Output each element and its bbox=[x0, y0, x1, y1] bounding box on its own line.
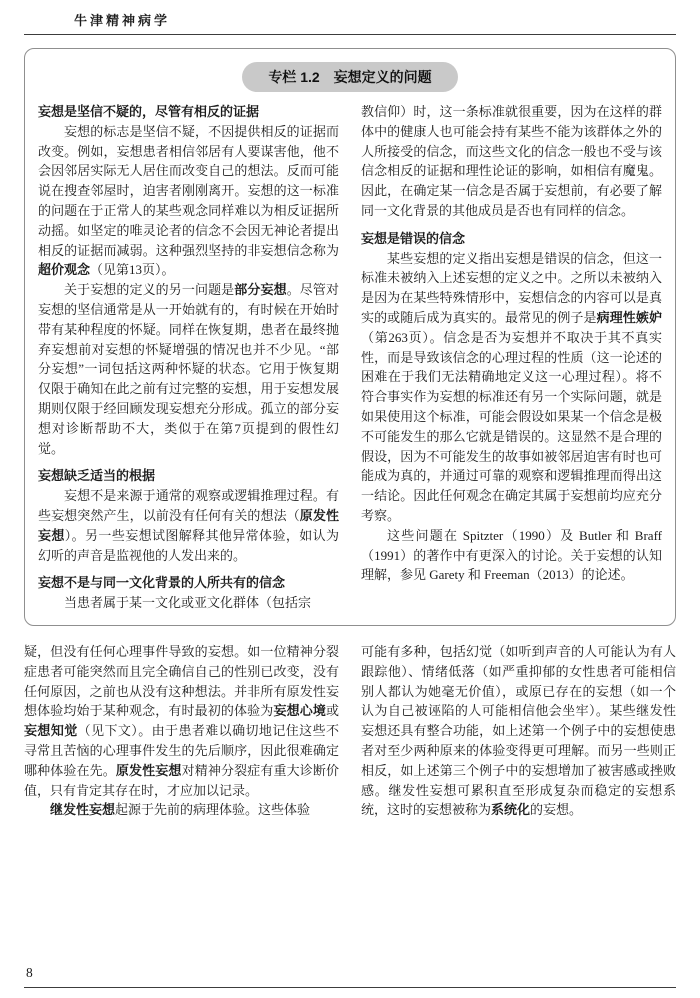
paragraph bbox=[38, 280, 339, 458]
text-run: 或 bbox=[325, 703, 339, 719]
paragraph bbox=[24, 800, 339, 820]
body-left-column bbox=[24, 642, 339, 820]
box-title-wrap bbox=[38, 62, 662, 92]
paragraph bbox=[361, 102, 662, 221]
box-title-text: 妄想定义的问题 bbox=[333, 69, 432, 85]
paragraph bbox=[38, 593, 339, 613]
paragraph bbox=[361, 249, 662, 526]
text-run: 起源于先前的病理体验。这些体验 bbox=[115, 802, 311, 818]
paragraph bbox=[24, 642, 339, 800]
text-run: 对精神分裂症有重大诊断价值，只有肯定其存在时，才应加以记录。 bbox=[24, 762, 339, 798]
bold-term: 妄想心境 bbox=[273, 703, 326, 719]
bold-term: 原发性妄想 bbox=[115, 762, 182, 778]
text-run: 。尽管对妄想的坚信通常是从一开始就有的，有时候在开始时带有某种程度的怀疑。同样在恢复期，患者在最终抛弃妄想前对妄想的怀疑增强的情况也并不少见。“部分妄想”一词包括这两种怀疑的状态。它用于恢复期仅限于确知在此之前有过完整的妄想，用于妄想发展期则仅限于经回顾发现妄想充分形成。孤立的部分妄想对诊断帮助不大，类似于在第7页提到的假性幻觉。 bbox=[38, 282, 339, 456]
text-run: 妄想的标志是坚信不疑，不因提供相反的证据而改变。例如，妄想患者相信邻居有人要谋害他，他不会因邻居实际无人居住而改变自己的想法。反而可能说在搜查邻屋时，迫害者刚刚离开。妄想的这一标准的问题在于正常人的某些观念同样难以为相反证据所动摇。如坚定的唯灵论者的信念不会因无神论者提出相反的证据而减弱。这种强烈坚持的非妄想信念称为 bbox=[38, 123, 339, 258]
body-text-columns bbox=[24, 642, 676, 820]
bold-term: 继发性妄想 bbox=[50, 802, 116, 818]
page-footer bbox=[24, 965, 676, 988]
section-heading bbox=[38, 102, 339, 122]
text-run: （见下文）。由于患者难以确切地记住这些不寻常且苦恼的心理事件发生的先后顺序，因此很难确定哪种体验在先。 bbox=[24, 723, 339, 778]
header-divider bbox=[24, 34, 676, 35]
text-run: 当患者属于某一文化或亚文化群体（包括宗 bbox=[64, 595, 312, 611]
box-delusion-definition bbox=[24, 48, 676, 626]
paragraph bbox=[361, 642, 676, 820]
box-right-column bbox=[361, 102, 662, 613]
text-run: 疑，但没有任何心理事件导致的妄想。如一位精神分裂症患者可能突然而且完全确信自己的性别已改变，没有任何原因，之前也从没有这种想法。并非所有原发性妄想体验均始于某种观念，有时最初的体验为 bbox=[24, 643, 339, 719]
paragraph bbox=[38, 122, 339, 280]
box-columns bbox=[38, 102, 662, 613]
box-left-column bbox=[38, 102, 339, 613]
paragraph bbox=[38, 486, 339, 565]
text-run: 的妄想。 bbox=[530, 802, 583, 818]
body-right-column bbox=[361, 642, 676, 820]
text-run: 教信仰）时，这一条标准就很重要，因为在这样的群体中的健康人也可能会持有某些不能为该群体之外的人所接受的信念，而这些文化的信念一般也不受与该信念相反的证据和理性论证的影响，如相信有魔鬼。因此，在确定某一信念是否属于妄想前，有必要了解同一文化背景的其他成员是否也有同样的信念。 bbox=[361, 104, 662, 218]
text-run: （见第13页）。 bbox=[90, 262, 175, 278]
section-heading bbox=[38, 573, 339, 593]
text-run: 可能有多种，包括幻觉（如听到声音的人可能认为有人跟踪他）、情绪低落（如严重抑郁的女性患者可能相信别人都认为她毫无价值），或原已存在的妄想（如一个认为自己被诬陷的人可能相信他会坐牢）。某些继发性妄想还具有整合功能，如上述第一个例子中的妄想使患者对至少两种原来的体验变得更可理解。而另一些则正相反，如上述第三个例子中的妄想增加了被害感或挫败感。继发性妄想可累积直至形成复杂而稳定的妄想系统，这时的妄想被称为 bbox=[361, 643, 676, 818]
text-run: 妄想是坚信不疑的，尽管有相反的证据 bbox=[38, 104, 260, 119]
text-run: 某些妄想的定义指出妄想是错误的信念，但这一标准未被纳入上述妄想的定义之中。之所以未被纳入是因为在某些特殊情形中，妄想信念的内容可以是真实的或随后成为真实的。最常见的例子是 bbox=[361, 250, 662, 325]
bold-term: 病理性嫉妒 bbox=[596, 309, 662, 325]
section-heading bbox=[361, 229, 662, 249]
bold-term: 超价观念 bbox=[38, 262, 91, 278]
text-run: 这些问题在 Spitzter（1990）及 Butler 和 Braff（1991）的著作中有更深入的讨论。关于妄想的认知理解，参见 Garety 和 Freeman（2013）的论述。 bbox=[361, 527, 662, 583]
bold-term: 原发性妄想 bbox=[38, 507, 339, 543]
text-run: ）。另一些妄想试图解释其他异常体验，如认为幻听的声音是监视他的人发出来的。 bbox=[38, 527, 339, 563]
text-run: （第263页）。信念是否为妄想并不取决于其不真实性，而是导致该信念的心理过程的性质（这一论述的困难在于我们无法精确地定义这一心理过程）。将不符合事实作为妄想的标准还有另一个实际问题，就是如果使用这个标准，可能会假设如果某一个信念是极不可能发生的那么它就是错误的。这显然不是合理的假设，因为不可能发生的故事如被邻居迫害有时也可能成为真的，并通过可靠的观察和逻辑推理而得出这一结论。因此任何观念在确定其属于妄想前均应充分考察。 bbox=[361, 329, 662, 523]
bold-term: 部分妄想 bbox=[234, 282, 287, 298]
text-run: 妄想不是与同一文化背景的人所共有的信念 bbox=[38, 575, 286, 591]
section-heading bbox=[38, 466, 339, 486]
page-header bbox=[24, 10, 676, 35]
text-run: 关于妄想的定义的另一问题是 bbox=[64, 282, 235, 298]
page-number: 8 bbox=[26, 965, 33, 980]
bold-term: 妄想知觉 bbox=[24, 723, 78, 739]
footer-divider bbox=[24, 987, 676, 988]
box-title-label: 专栏 1.2 bbox=[268, 69, 320, 85]
book-title: 牛津精神病学 bbox=[74, 13, 171, 28]
text-run: 妄想缺乏适当的根据 bbox=[38, 468, 156, 484]
text-run: 妄想是错误的信念 bbox=[361, 230, 466, 246]
paragraph bbox=[361, 526, 662, 585]
text-run: 妄想不是来源于通常的观察或逻辑推理过程。有些妄想突然产生，以前没有任何有关的想法（ bbox=[38, 488, 339, 523]
box-title-pill bbox=[242, 62, 457, 92]
bold-term: 系统化 bbox=[491, 802, 531, 818]
